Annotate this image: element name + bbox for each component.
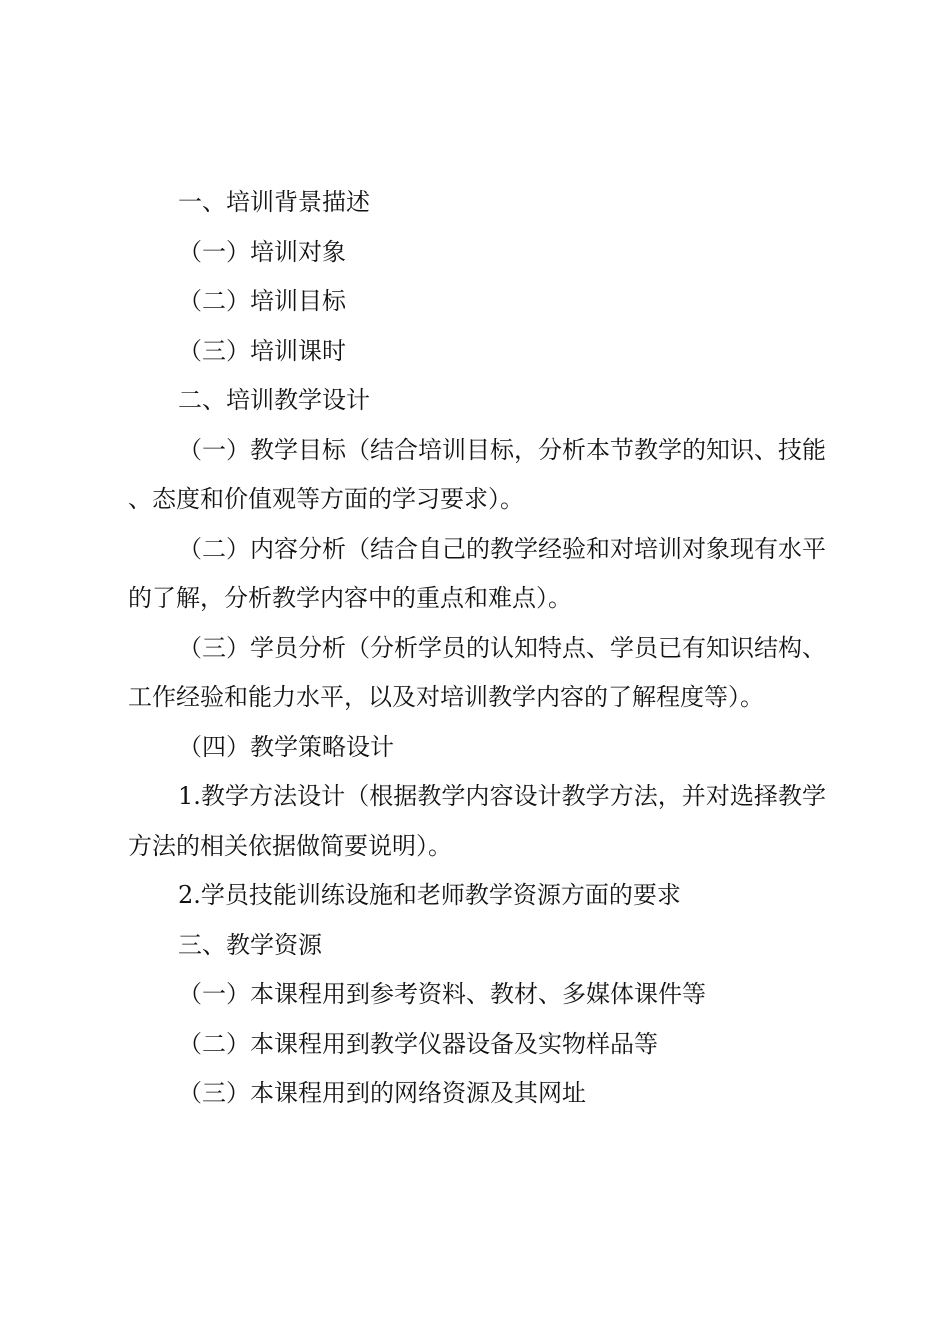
subheading-teaching-strategy: （四）教学策略设计 (178, 732, 394, 761)
paragraph-learner-analysis: （三）学员分析（分析学员的认知特点、学员已有知识结构、工作经验和能力水平，以及对培训教学内容的了解程度等）。 (128, 633, 826, 711)
paragraph-content-analysis: （二）内容分析（结合自己的教学经验和对培训对象现有水平的了解，分析教学内容中的重点和难点）。 (128, 534, 826, 612)
section-heading-teaching-design: 二、培训教学设计 (178, 386, 370, 414)
item-equipment-samples: （二）本课程用到教学仪器设备及实物样品等 (178, 1029, 658, 1058)
paragraph-facility-requirements: 2.学员技能训练设施和老师教学资源方面的要求 (178, 881, 681, 909)
subheading-training-audience: （一）培训对象 (178, 237, 346, 266)
item-reference-materials: （一）本课程用到参考资料、教材、多媒体课件等 (178, 980, 706, 1008)
section-heading-background: 一、培训背景描述 (178, 188, 370, 216)
document-page (128, 178, 826, 1119)
item-network-resources: （三）本课程用到的网络资源及其网址 (178, 1079, 586, 1107)
subheading-training-hours: （三）培训课时 (178, 336, 346, 365)
paragraph-teaching-objectives: （一）教学目标（结合培训目标，分析本节教学的知识、技能、态度和价值观等方面的学习要求）。 (128, 435, 826, 513)
paragraph-teaching-method: 1.教学方法设计（根据教学内容设计教学方法，并对选择教学方法的相关依据做简要说明）。 (128, 782, 826, 860)
subheading-training-goals: （二）培训目标 (178, 287, 346, 315)
section-heading-resources: 三、教学资源 (178, 930, 322, 959)
